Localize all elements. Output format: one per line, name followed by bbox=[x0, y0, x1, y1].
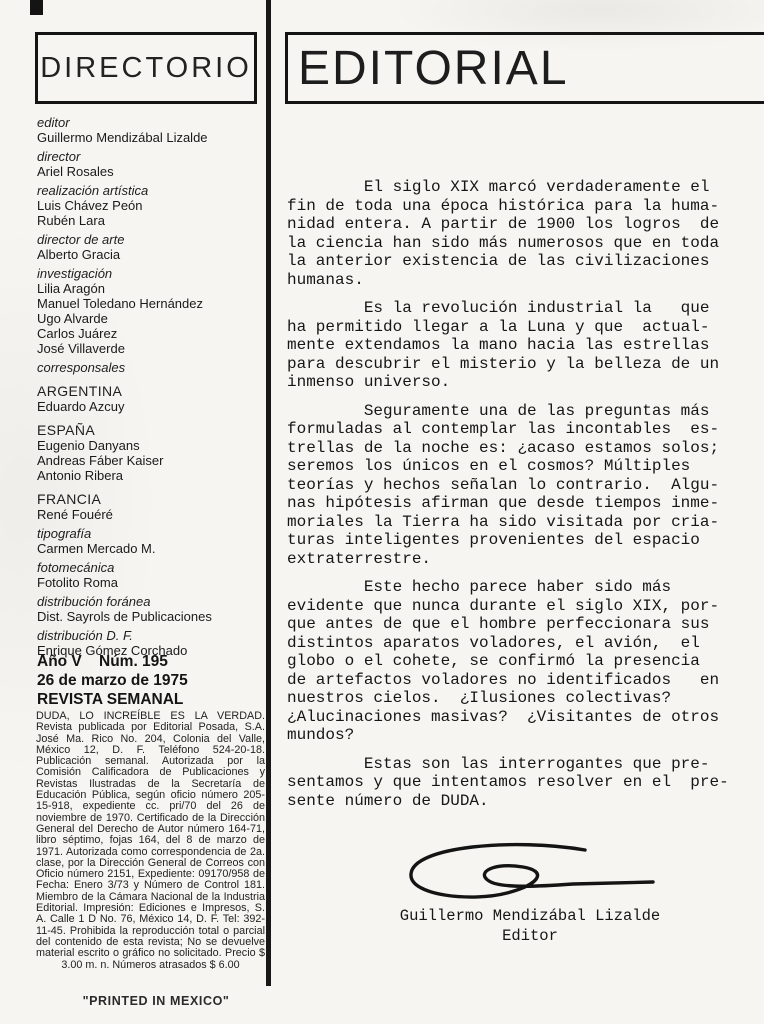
editorial-paragraph bbox=[287, 755, 764, 811]
issue-line: Año V Núm. 195 bbox=[37, 653, 168, 670]
text-line: nuestros cielos. ¿Ilusiones colectivas? bbox=[287, 689, 672, 707]
credits-list bbox=[37, 116, 263, 663]
credit-name: José Villaverde bbox=[37, 341, 125, 356]
credit-role-label: investigación bbox=[37, 266, 113, 281]
credit-role-label: distribución foránea bbox=[37, 594, 151, 609]
credit-entry bbox=[37, 361, 263, 375]
credit-entry bbox=[37, 595, 263, 624]
text-line: para descubrir el misterio y la belleza de un bbox=[287, 354, 720, 373]
text-line: trellas de la noche es: ¿acaso estamos solos; bbox=[287, 438, 720, 457]
text-line: fin de toda una época histórica para la huma- bbox=[287, 196, 720, 215]
text-line: moriales la Tierra ha sido visitada por cria- bbox=[287, 512, 720, 531]
credit-name: Carlos Juárez bbox=[37, 326, 118, 341]
credit-role-label: distribución D. F. bbox=[37, 628, 133, 643]
credit-name: Lilia Aragón bbox=[37, 281, 105, 296]
text-line: Seguramente una de las preguntas más bbox=[287, 401, 710, 420]
text-line: distintos aparatos voladores, el avión, el bbox=[287, 633, 700, 652]
credit-role-label: FRANCIA bbox=[37, 491, 102, 507]
text-line: que antes de que el hombre perfeccionara sus bbox=[287, 615, 710, 633]
text-line: inmenso universo. bbox=[287, 373, 451, 391]
issue-line: REVISTA SEMANAL bbox=[37, 691, 184, 708]
text-line: sentamos y que intentamos resolver en el pre- bbox=[287, 773, 729, 791]
text-line: El siglo XIX marcó verdaderamente el bbox=[287, 178, 710, 196]
text-line: Es la revolución industrial la que bbox=[287, 299, 710, 317]
text-line: ¿Alucinaciones masivas? ¿Visitantes de otros bbox=[287, 707, 720, 726]
directorio-title: DIRECTORIO bbox=[40, 51, 252, 84]
credit-names bbox=[37, 575, 263, 590]
credit-entry bbox=[37, 380, 263, 414]
credit-entry bbox=[37, 267, 263, 356]
credit-name: Manuel Toledano Hernández bbox=[37, 296, 203, 311]
text-line: turas inteligentes provenientes del espacio bbox=[287, 531, 700, 549]
signature-block bbox=[310, 838, 750, 946]
credit-entry bbox=[37, 561, 263, 590]
text-line: formuladas al contemplar las incontables es- bbox=[287, 420, 720, 438]
credit-name: Ugo Alvarde bbox=[37, 311, 108, 326]
credit-name: Guillermo Mendizábal Lizalde bbox=[37, 130, 208, 145]
credit-name: Luis Chávez Peón bbox=[37, 198, 143, 213]
credit-names bbox=[37, 198, 263, 228]
credit-role-label: ESPAÑA bbox=[37, 422, 96, 438]
credit-names bbox=[37, 247, 263, 262]
text-line: humanas. bbox=[287, 270, 364, 289]
directorio-header-box bbox=[35, 32, 257, 104]
credit-names bbox=[37, 541, 263, 556]
column-divider-rule bbox=[266, 0, 271, 986]
text-line: de artefactos voladores no identificados en bbox=[287, 670, 720, 689]
credit-names bbox=[37, 438, 263, 483]
credit-role-label: fotomecánica bbox=[37, 560, 115, 575]
credit-name: Eugenio Danyans bbox=[37, 438, 140, 453]
text-line: Estas son las interrogantes que pre- bbox=[287, 754, 710, 773]
text-line: nidad entera. A partir de 1900 los logros de bbox=[287, 215, 720, 233]
signature-role: Editor bbox=[502, 927, 558, 945]
editorial-body bbox=[287, 178, 764, 820]
credit-name: Alberto Gracia bbox=[37, 247, 121, 262]
text-line: ha permitido llegar a la Luna y que actual- bbox=[287, 317, 710, 336]
text-line: Este hecho parece haber sido más bbox=[287, 578, 672, 596]
credit-role-label: ARGENTINA bbox=[37, 383, 123, 399]
credit-names bbox=[37, 164, 263, 179]
issue-line: 26 de marzo de 1975 bbox=[37, 672, 188, 689]
credit-name: Rubén Lara bbox=[37, 213, 105, 228]
text-line: teorías y hechos señalan lo contrario. Algu- bbox=[287, 475, 720, 494]
text-line: sente número de DUDA. bbox=[287, 791, 489, 810]
credit-name: Enrique Gómez Corchado bbox=[37, 643, 188, 658]
credit-names bbox=[37, 609, 263, 624]
editorial-paragraph bbox=[287, 578, 764, 745]
text-line: la ciencia han sido más numerosos que en toda bbox=[287, 233, 720, 252]
credit-name: René Fouéré bbox=[37, 507, 113, 522]
text-line: evidente que nunca durante el siglo XIX, por- bbox=[287, 596, 720, 615]
credit-name: Dist. Sayrols de Publicaciones bbox=[37, 609, 212, 624]
issue-info bbox=[37, 652, 269, 709]
text-line: globo o el cohete, se confirmó la presencia bbox=[287, 652, 700, 670]
credit-role-label: director bbox=[37, 149, 81, 164]
editorial-paragraph bbox=[287, 402, 764, 569]
signature-name: Guillermo Mendizábal Lizalde bbox=[399, 907, 661, 925]
printed-in-mexico-label: "PRINTED IN MEXICO" bbox=[82, 994, 230, 1008]
text-line: extraterrestre. bbox=[287, 549, 432, 568]
credit-entry bbox=[37, 116, 263, 145]
credit-entry bbox=[37, 419, 263, 483]
credit-entry bbox=[37, 527, 263, 556]
credit-name: Antonio Ribera bbox=[37, 468, 123, 483]
credit-entry bbox=[37, 184, 263, 228]
credit-name: Ariel Rosales bbox=[37, 164, 114, 179]
credit-role-label: corresponsales bbox=[37, 360, 126, 375]
credit-names bbox=[37, 507, 263, 522]
scan-registration-mark bbox=[30, 0, 43, 15]
credit-entry bbox=[37, 233, 263, 262]
editorial-header-box bbox=[285, 32, 764, 104]
editorial-paragraph bbox=[287, 178, 764, 289]
text-line: mente extendamos la mano hacia las estrellas bbox=[287, 336, 710, 354]
legal-fine-print: DUDA, LO INCREÍBLE ES LA VERDAD. Revista publicada por Editorial Posada, S.A. José Ma. Rico No. 204, Colonia del Valle, México 12, D. F. Teléfono 524-20-18. Publicación semanal. Autorizada por la Comisión Calificadora de Publicaciones y Revistas Ilustradas de la Secretaría de Educación Pública, según oficio número 205-15-918, expediente cc. pri/70 del 26 de noviembre de 1970. Certificado de la Dirección General del Derecho de Autor número 164-71, libro séptimo, fojas 164, del 8 de marzo de 1971. Autorizada como correspondencia de 2a. clase, por la Dirección General de Correos con Oficio número 2151, Expediente: 09170/958 de Fecha: Enero 3/73 y Número de Control 181. Miembro de la Cámara Nacional de la Industria Editorial. Impresión: Ediciones e Impresos, S. A. Calle 1 D No. 76, México 14, D. F. Tel: 392-11-45. Prohibida la reproducción total o parcial del contenido de esta revista; No se devuelve material escrito o gráfico no solicitado. Precio $ 3.00 m. n. Números atrasados $ 6.00 bbox=[36, 710, 265, 971]
credit-name: Fotolito Roma bbox=[37, 575, 118, 590]
text-line: seremos los únicos en el cosmos? Múltiples bbox=[287, 457, 691, 475]
editorial-paragraph bbox=[287, 299, 764, 392]
text-line: nas hipótesis afirman que desde tiempos inme- bbox=[287, 494, 720, 512]
credit-role-label: realización artística bbox=[37, 183, 149, 198]
text-line: la anterior existencia de las civilizaciones bbox=[287, 252, 710, 270]
credit-role-label: tipografía bbox=[37, 526, 92, 541]
editorial-title: EDITORIAL bbox=[298, 41, 569, 95]
text-line: mundos? bbox=[287, 726, 355, 744]
credit-role-label: director de arte bbox=[37, 232, 125, 247]
signature-flourish-icon bbox=[395, 838, 665, 904]
credit-name: Eduardo Azcuy bbox=[37, 399, 125, 414]
credit-name: Carmen Mercado M. bbox=[37, 541, 156, 556]
credit-role-label: editor bbox=[37, 115, 70, 130]
credit-names bbox=[37, 281, 263, 356]
credit-names bbox=[37, 130, 263, 145]
credit-entry bbox=[37, 488, 263, 522]
credit-names bbox=[37, 399, 263, 414]
credit-name: Andreas Fáber Kaiser bbox=[37, 453, 164, 468]
credit-entry bbox=[37, 150, 263, 179]
